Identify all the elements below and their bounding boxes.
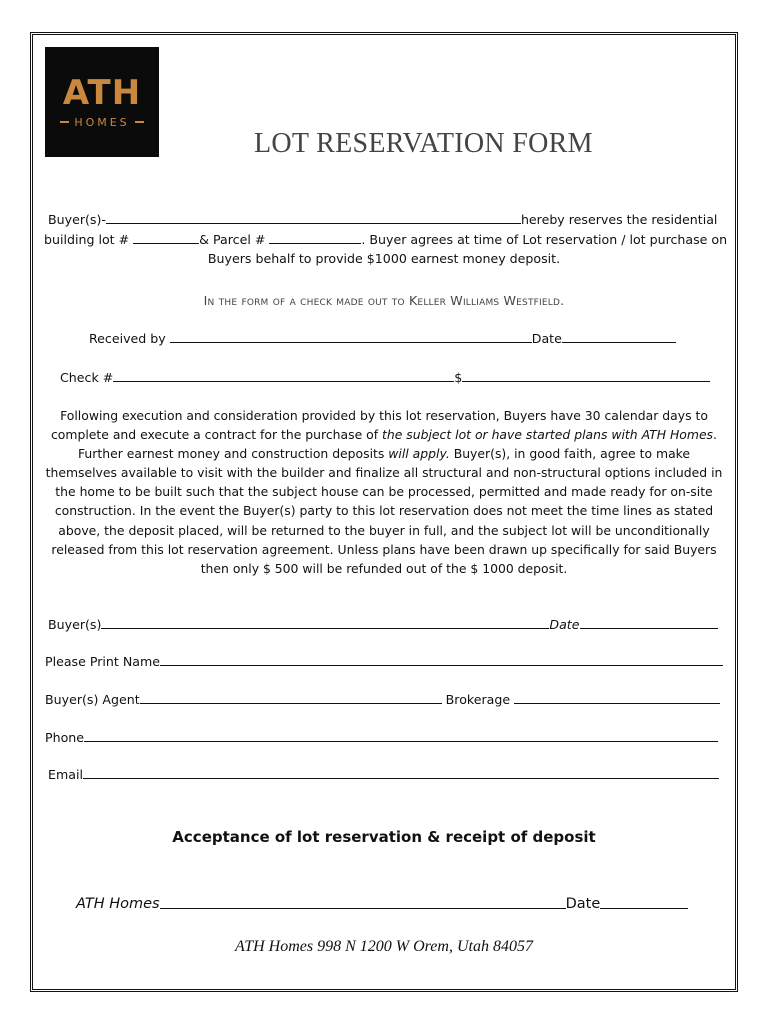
phone-label: Phone — [45, 730, 85, 745]
dollar-label: $ — [454, 370, 463, 385]
intro-line-2 — [44, 231, 727, 247]
ath-sign-label: ATH Homes — [76, 896, 160, 912]
acceptance-heading: Acceptance of lot reservation & receipt of deposit — [172, 828, 596, 846]
intro-line-1 — [48, 211, 717, 227]
terms-paragraph — [44, 406, 724, 578]
agent-blank[interactable] — [140, 702, 442, 704]
ath-date-label: Date — [565, 896, 601, 912]
check-note: In the form of a check made out to Keller Williams Westfield. — [203, 293, 565, 308]
terms-italic-2: will apply. — [388, 446, 450, 462]
buyers-label: Buyer(s) — [48, 617, 102, 632]
buyer-label: Buyer(s)- — [48, 212, 106, 227]
print-name-row — [45, 654, 723, 669]
check-number-blank[interactable] — [113, 380, 454, 382]
logo-brand: ATH — [62, 72, 142, 113]
agree-text: . Buyer agrees at time of Lot reservation / lot purchase on — [361, 232, 728, 247]
ath-sign-row — [76, 896, 688, 912]
buyers-date-label: Date — [549, 617, 580, 632]
logo-sub — [60, 116, 143, 129]
brokerage-label: Brokerage — [445, 692, 511, 707]
received-date-blank[interactable] — [562, 341, 676, 343]
terms-part-3: Buyer(s), in good faith, agree to make themselves available to visit with the builder and finalize all structural and non-structural options included in the home to be built such that the subject house can be processed, permitted and made ready for on-site construction. In the event the Buyer(s) party to this lot reservation does not meet the time lines as stated above, the deposit placed, will be returned to the buyer in full, and the subject lot will be unconditionally released from this lot reservation agreement. Unless plans have been drawn up specifically for said Buyers then only $ 500 will be refunded out of the $ 1000 deposit. — [45, 446, 723, 576]
check-row — [60, 370, 710, 385]
logo-sub-text: HOMES — [74, 115, 130, 129]
check-amount-blank[interactable] — [462, 380, 710, 382]
reserves-text: hereby reserves the residential — [520, 212, 718, 227]
buyer-name-blank[interactable] — [106, 211, 521, 224]
email-row — [48, 767, 719, 782]
buyers-signature-blank[interactable] — [101, 627, 549, 629]
received-by-label: Received by — [89, 331, 166, 346]
ath-signature-blank[interactable] — [160, 907, 566, 909]
email-blank[interactable] — [83, 777, 719, 779]
phone-row — [45, 730, 718, 745]
check-label: Check # — [60, 370, 114, 385]
parcel-label: & Parcel # — [199, 232, 266, 247]
print-name-label: Please Print Name — [45, 654, 160, 669]
footer-address: ATH Homes 998 N 1200 W Orem, Utah 84057 — [235, 938, 533, 955]
ath-homes-logo — [45, 47, 159, 157]
ath-date-blank[interactable] — [600, 907, 688, 909]
logo-dash-left — [60, 121, 69, 123]
form-title: LOT RESERVATION FORM — [254, 128, 593, 159]
buyers-sign-row — [48, 617, 718, 632]
lot-label: building lot # — [44, 232, 130, 247]
terms-part-1: Following execution and consideration provided by this lot reservation, Buyers have 30 calendar days to complete and execute a contract for the purchase of — [51, 408, 708, 443]
received-date-label: Date — [531, 331, 562, 346]
received-by-blank[interactable] — [170, 341, 532, 343]
print-name-blank[interactable] — [160, 664, 723, 666]
received-by-row — [89, 331, 676, 346]
buyers-date-blank[interactable] — [580, 627, 718, 629]
terms-italic-1: the subject lot or have started plans with ATH Homes — [382, 427, 714, 443]
agent-label: Buyer(s) Agent — [45, 692, 140, 707]
agent-row — [45, 692, 720, 707]
email-label: Email — [48, 767, 83, 782]
brokerage-blank[interactable] — [514, 702, 720, 704]
terms-part-2: . Further earnest money and construction deposits — [77, 427, 717, 462]
lot-number-blank[interactable] — [133, 231, 199, 244]
parcel-number-blank[interactable] — [269, 231, 361, 244]
logo-dash-right — [135, 121, 144, 123]
intro-line-3: Buyers behalf to provide $1000 earnest money deposit. — [207, 251, 561, 266]
phone-blank[interactable] — [84, 740, 718, 742]
